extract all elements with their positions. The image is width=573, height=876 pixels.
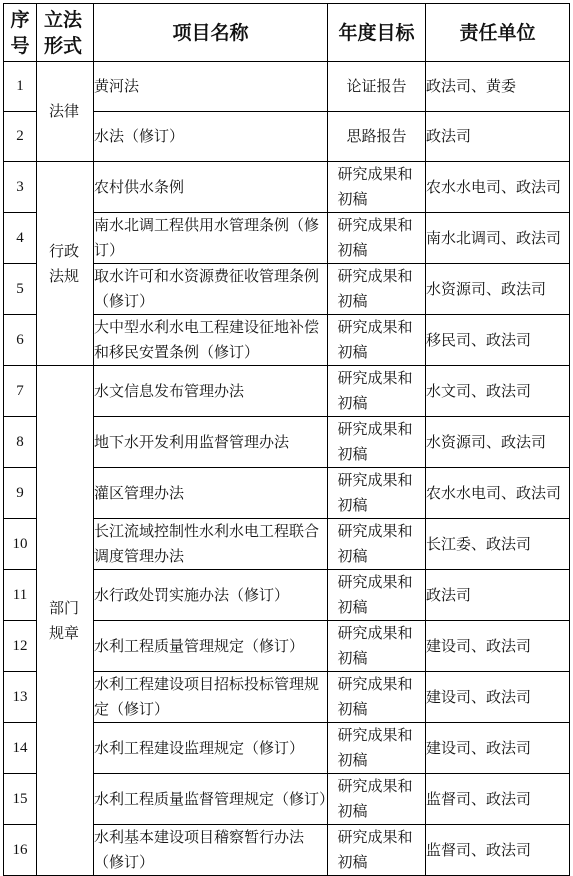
cell-project-name: 水行政处罚实施办法（修订） [94,570,328,621]
cell-project-name: 水文信息发布管理办法 [94,366,328,417]
annual-goal-text: 研究成果和初稿 [337,573,413,616]
cell-project-name: 地下水开发利用监督管理办法 [94,417,328,468]
header-seq: 序号 [4,4,37,62]
annual-goal-text: 研究成果和初稿 [337,777,413,820]
cell-annual-goal [328,774,426,825]
annual-goal-text: 研究成果和初稿 [337,369,413,412]
cell-responsible-unit: 农水水电司、政法司 [426,468,570,519]
cell-responsible-unit: 农水水电司、政法司 [426,162,570,213]
annual-goal-text: 研究成果和初稿 [337,624,413,667]
legislation-plan-table [3,3,570,876]
cell-responsible-unit: 建设司、政法司 [426,621,570,672]
annual-goal-text: 研究成果和初稿 [337,726,413,769]
cell-project-name: 南水北调工程供用水管理条例（修订） [94,213,328,264]
cell-seq: 11 [4,570,37,621]
cell-seq: 15 [4,774,37,825]
legislation-form-label: 行政法规 [49,241,80,285]
cell-annual-goal [328,825,426,876]
cell-annual-goal [328,315,426,366]
annual-goal-text: 研究成果和初稿 [337,675,413,718]
cell-responsible-unit: 移民司、政法司 [426,315,570,366]
header-goal: 年度目标 [328,4,426,62]
cell-seq: 8 [4,417,37,468]
table-body [4,62,570,876]
annual-goal-text: 研究成果和初稿 [337,471,413,514]
cell-annual-goal [328,672,426,723]
cell-annual-goal [328,366,426,417]
cell-seq: 10 [4,519,37,570]
cell-legislation-form [37,62,94,162]
cell-seq: 5 [4,264,37,315]
table-row [4,162,570,213]
cell-annual-goal [328,264,426,315]
cell-responsible-unit: 南水北调司、政法司 [426,213,570,264]
cell-seq: 13 [4,672,37,723]
cell-seq: 3 [4,162,37,213]
annual-goal-text: 研究成果和初稿 [337,828,413,871]
cell-project-name: 长江流域控制性水利水电工程联合调度管理办法 [94,519,328,570]
cell-legislation-form [37,366,94,876]
cell-project-name: 水利工程质量监督管理规定（修订） [94,774,328,825]
cell-project-name: 水利工程建设监理规定（修订） [94,723,328,774]
cell-responsible-unit: 监督司、政法司 [426,825,570,876]
annual-goal-text: 研究成果和初稿 [337,318,413,361]
cell-seq: 12 [4,621,37,672]
cell-annual-goal [328,417,426,468]
cell-seq: 14 [4,723,37,774]
cell-responsible-unit: 长江委、政法司 [426,519,570,570]
cell-annual-goal [328,570,426,621]
cell-project-name: 灌区管理办法 [94,468,328,519]
cell-responsible-unit: 政法司、黄委 [426,62,570,112]
annual-goal-text: 研究成果和初稿 [337,267,413,310]
legislation-form-label: 法律 [49,102,80,120]
annual-goal-text: 思路报告 [346,127,407,145]
header-form: 立法形式 [37,4,94,62]
cell-project-name: 水利基本建设项目稽察暂行办法（修订） [94,825,328,876]
cell-project-name: 水利工程质量管理规定（修订） [94,621,328,672]
cell-annual-goal [328,162,426,213]
cell-project-name: 取水许可和水资源费征收管理条例（修订） [94,264,328,315]
table-header-row [4,4,570,62]
cell-seq: 1 [4,62,37,112]
annual-goal-text: 研究成果和初稿 [337,216,413,259]
annual-goal-text: 论证报告 [346,77,407,95]
cell-project-name: 水法（修订） [94,112,328,162]
cell-seq: 6 [4,315,37,366]
cell-seq: 4 [4,213,37,264]
cell-annual-goal [328,723,426,774]
cell-seq: 7 [4,366,37,417]
cell-annual-goal [328,112,426,162]
cell-seq: 16 [4,825,37,876]
annual-goal-text: 研究成果和初稿 [337,522,413,565]
header-name: 项目名称 [94,4,328,62]
cell-seq: 9 [4,468,37,519]
table-row [4,366,570,417]
annual-goal-text: 研究成果和初稿 [337,420,413,463]
cell-legislation-form [37,162,94,366]
cell-responsible-unit: 监督司、政法司 [426,774,570,825]
cell-annual-goal [328,213,426,264]
cell-responsible-unit: 建设司、政法司 [426,723,570,774]
legislation-form-label: 部门规章 [49,598,80,642]
cell-responsible-unit: 政法司 [426,570,570,621]
cell-project-name: 农村供水条例 [94,162,328,213]
cell-annual-goal [328,519,426,570]
cell-annual-goal [328,62,426,112]
table-row [4,62,570,112]
cell-annual-goal [328,468,426,519]
cell-project-name: 水利工程建设项目招标投标管理规定（修订） [94,672,328,723]
cell-responsible-unit: 政法司 [426,112,570,162]
header-unit: 责任单位 [426,4,570,62]
cell-project-name: 大中型水利水电工程建设征地补偿和移民安置条例（修订） [94,315,328,366]
cell-project-name: 黄河法 [94,62,328,112]
cell-responsible-unit: 水资源司、政法司 [426,417,570,468]
cell-annual-goal [328,621,426,672]
annual-goal-text: 研究成果和初稿 [337,165,413,208]
cell-responsible-unit: 建设司、政法司 [426,672,570,723]
cell-responsible-unit: 水文司、政法司 [426,366,570,417]
cell-responsible-unit: 水资源司、政法司 [426,264,570,315]
cell-seq: 2 [4,112,37,162]
